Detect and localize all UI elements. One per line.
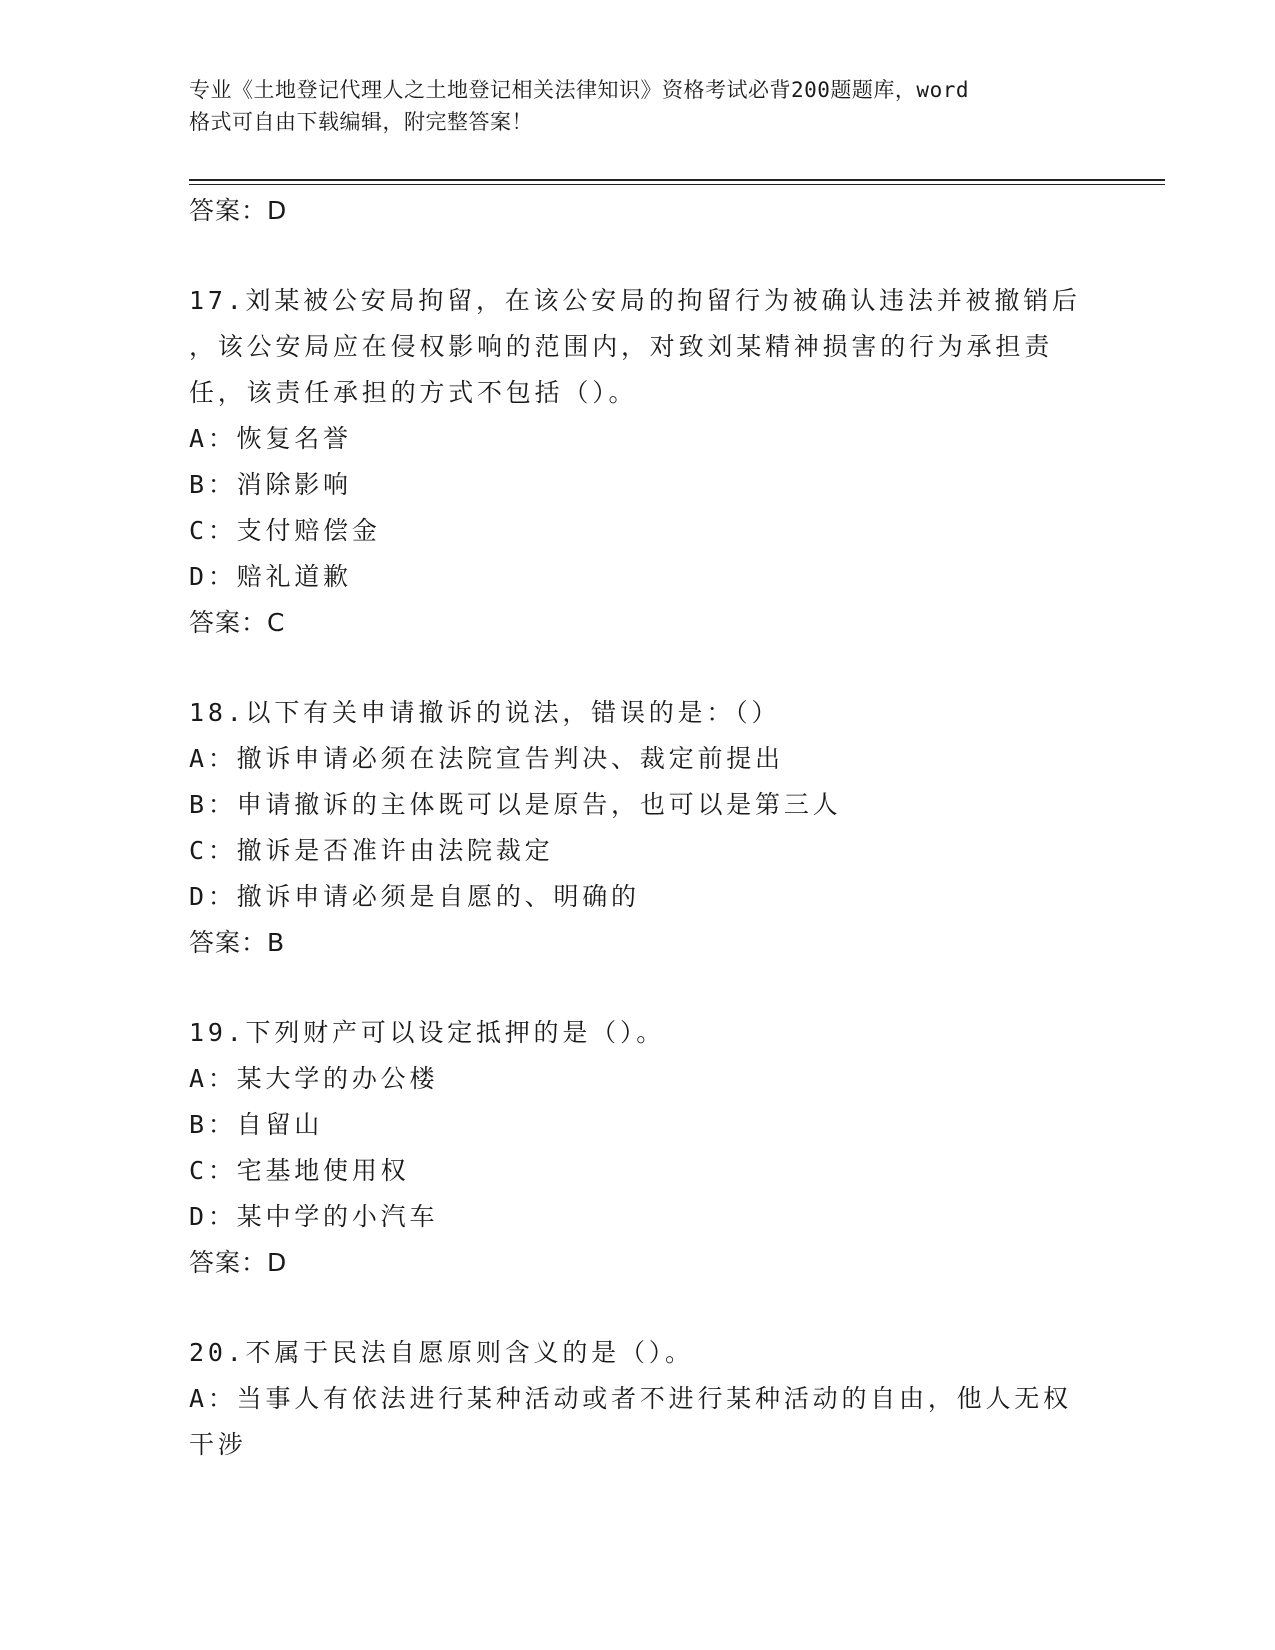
option-d: D：某中学的小汽车: [189, 1202, 439, 1231]
question-text: 19.下列财产可以设定抵押的是（）。: [189, 1018, 666, 1047]
question-text: 18.以下有关申请撤诉的说法，错误的是：（）: [189, 698, 781, 727]
option-d: D：赔礼道歉: [189, 562, 352, 591]
header-divider-thick: [189, 179, 1165, 181]
option-a-continued: 干涉: [189, 1430, 247, 1459]
option-b: B：申请撤诉的主体既可以是原告，也可以是第三人: [189, 790, 842, 819]
option-a: A：当事人有依法进行某种活动或者不进行某种活动的自由，他人无权: [189, 1384, 1072, 1413]
spacer: [189, 1286, 1089, 1330]
header-divider-thin: [189, 184, 1165, 185]
question-text: 17.刘某被公安局拘留，在该公安局的拘留行为被确认违法并被撤销后: [189, 286, 1081, 315]
question-text: ，该公安局应在侵权影响的范围内，对致刘某精神损害的行为承担责: [189, 332, 1054, 361]
option-b: B：自留山: [189, 1110, 324, 1139]
option-a: A：恢复名誉: [189, 424, 352, 453]
document-header: [189, 74, 1089, 138]
option-c: C：支付赔偿金: [189, 516, 381, 545]
answer: 答案：B: [189, 928, 286, 957]
header-line-2: 格式可自由下载编辑，附完整答案！: [189, 110, 533, 134]
answer: 答案：D: [189, 1248, 288, 1277]
answer: 答案：C: [189, 608, 286, 637]
question-17: [189, 278, 1089, 646]
option-a: A：某大学的办公楼: [189, 1064, 439, 1093]
header-line-1: 专业《土地登记代理人之土地登记相关法律知识》资格考试必背200题题库，word: [189, 78, 969, 102]
question-list: [189, 188, 1089, 1468]
option-a: A：撤诉申请必须在法院宣告判决、裁定前提出: [189, 744, 784, 773]
spacer: [189, 234, 1089, 278]
option-c: C：宅基地使用权: [189, 1156, 410, 1185]
question-text: 20.不属于民法自愿原则含义的是（）。: [189, 1338, 694, 1367]
option-d: D：撤诉申请必须是自愿的、明确的: [189, 882, 640, 911]
spacer: [189, 646, 1089, 690]
question-20: [189, 1330, 1089, 1468]
question-18: [189, 690, 1089, 966]
spacer: [189, 966, 1089, 1010]
question-text: 任，该责任承担的方式不包括（）。: [189, 378, 638, 407]
option-b: B：消除影响: [189, 470, 352, 499]
option-c: C：撤诉是否准许由法院裁定: [189, 836, 554, 865]
question-19: [189, 1010, 1089, 1286]
answer-prev: 答案：D: [189, 196, 288, 225]
